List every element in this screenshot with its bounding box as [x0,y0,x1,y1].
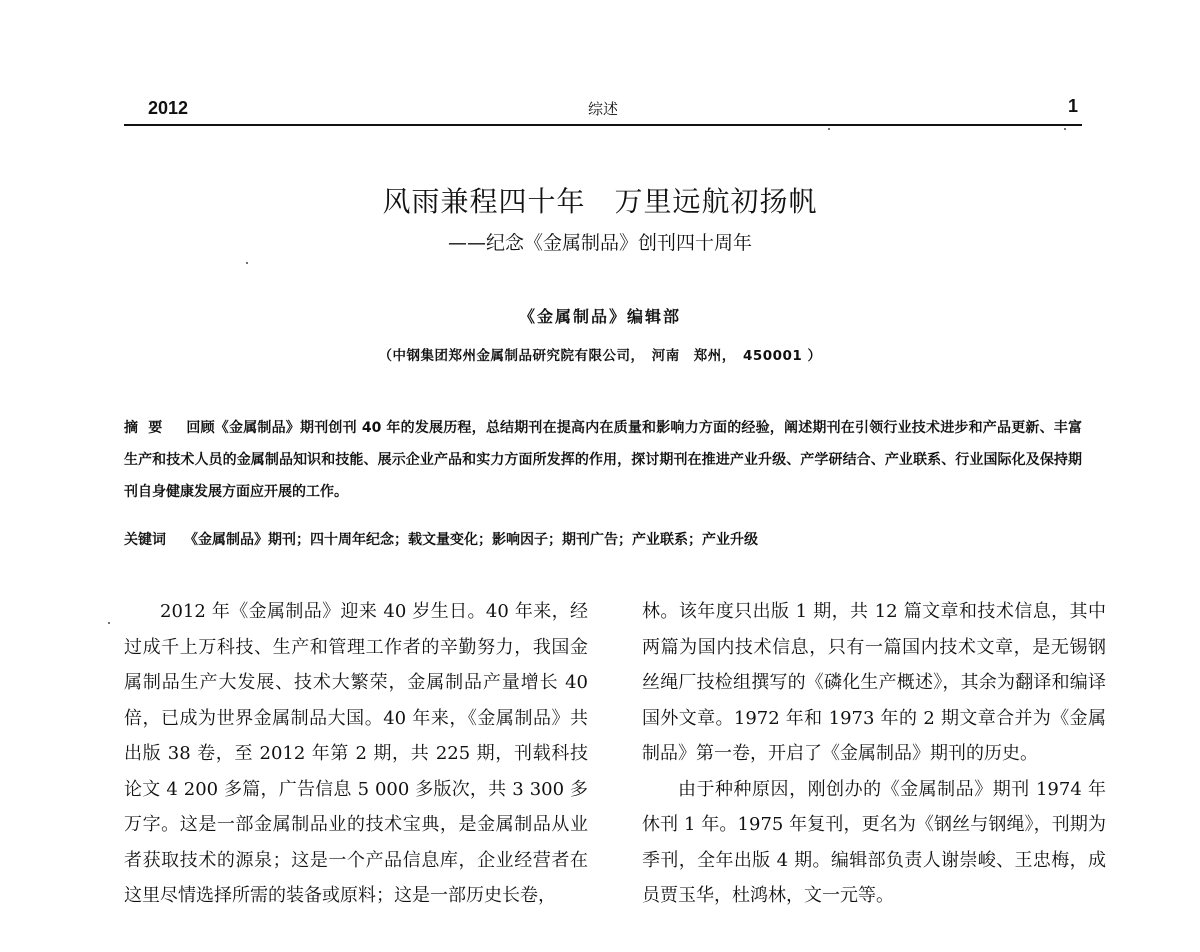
abstract [124,412,1082,508]
scan-speck [246,262,248,264]
header-year: 2012 [148,98,189,118]
body-left-column [124,594,588,952]
keywords [124,524,1082,556]
body-paragraph-continued: 林。该年度只出版 1 期，共 12 篇文章和技术信息，其中两篇为国内技术信息，只有一篇国内技术文章，是无锡钢丝绳厂技检组撰写的《磷化生产概述》，其余为翻译和编译国外文章。1972 年和 1973 年的 2 期文章合并为《金属制品》第一卷，开启了《金属制品》期刊的历史。 [642,601,1106,764]
keywords-text: 《金属制品》期刊；四十周年纪念；载文量变化；影响因子；期刊广告；产业联系；产业升级 [184,532,758,548]
article-subtitle: ——纪念《金属制品》创刊四十周年 [447,232,752,254]
article-title: 风雨兼程四十年 万里远航初扬帆 [382,185,818,218]
header-section: 综述 [587,100,618,118]
abstract-label: 摘要 [124,420,173,436]
article-author: 《金属制品》编辑部 [518,307,681,326]
scan-speck [108,622,110,624]
body-right-column [642,594,1106,952]
scan-speck [828,128,830,130]
abstract-text: 回顾《金属制品》期刊创刊 40 年的发展历程，总结期刊在提高内在质量和影响力方面的经验，阐述期刊在引领行业技术进步和产品更新、丰富生产和技术人员的金属制品知识和技能、展示企业产品和实力方面所发挥的作用，探讨期刊在推进产业升级、产学研结合、产业联系、行业国际化及保持期刊自身健康发展方面应开展的工作。 [124,420,1082,500]
page-number: 1 [1067,96,1078,116]
body-paragraph: 2012 年《金属制品》迎来 40 岁生日。40 年来，经过成千上万科技、生产和管理工作者的辛勤努力，我国金属制品生产大发展、技术大繁荣，金属制品产量增长 40 倍，已成为世界金属制品大国。40 年来，《金属制品》共出版 38 卷，至 2012 年第 2 期，共 225 期，刊载科技论文 4 200 多篇，广告信息 5 000 多版次，共 3 300 多万字。这是一部金属制品业的技术宝典，是金属制品从业者获取技术的源泉；这是一个产品信息库，企业经营者在这里尽情选择所需的装备或原料；这是一部历史长卷， [124,601,588,906]
running-header [124,96,1082,126]
keywords-label: 关键词 [124,532,166,548]
author-affiliation: （中钢集团郑州金属制品研究院有限公司， 河南 郑州， 450001 ） [378,348,822,364]
scan-speck [1064,128,1066,130]
body-paragraph: 由于种种原因，刚创办的《金属制品》期刊 1974 年休刊 1 年。1975 年复刊，更名为《钢丝与钢绳》，刊期为季刊，全年出版 4 期。编辑部负责人谢崇峻、王忠梅，成员贾玉华，杜鸿林，文一元等。 [642,778,1106,906]
